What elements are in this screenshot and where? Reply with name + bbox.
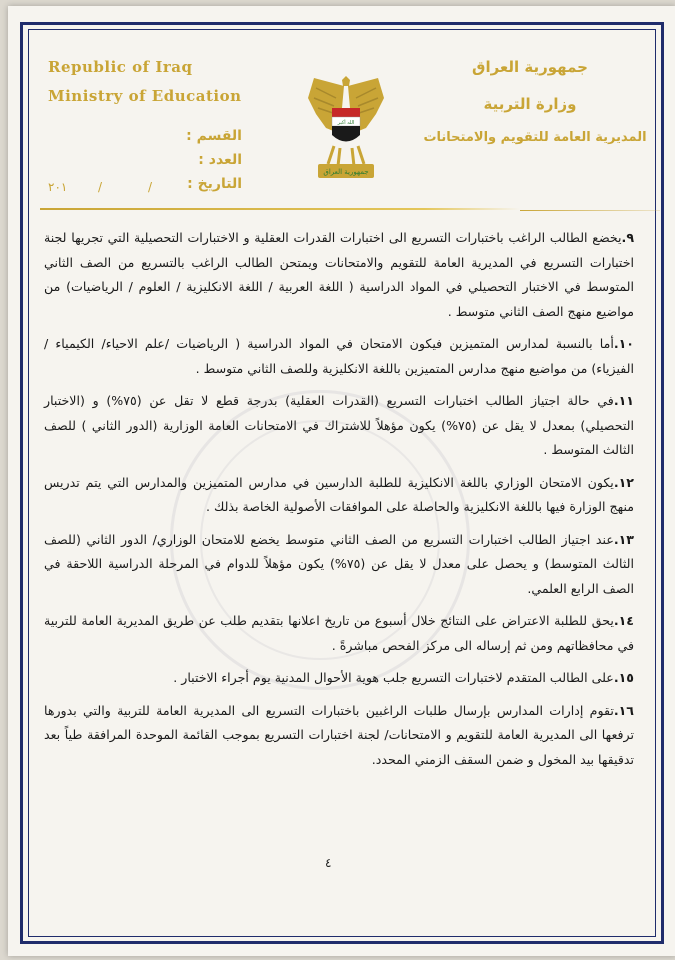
arabic-header-republic: جمهورية العراق [472, 58, 588, 76]
date-separator-2: / [98, 180, 103, 194]
arabic-header-ministry: وزارة التربية [483, 95, 577, 113]
paragraph-10: ١٠.أما بالنسبة لمدارس المتميزين فيكون الامتحان في المواد الدراسية ( الرياضيات /علم الاحياء/ الكيمياء / الفيزياء) من مواضيع منهج مدارس المتميزين باللغة الانكليزية وللصف الثاني متوسط . [44, 336, 634, 376]
paragraph-9: ٩.يخضع الطالب الراغب باختبارات التسريع الى اختبارات القدرات العقلية و الاختبارات التحصيلية التي تجريها لجنة اختبارات التسريع في المديرية العامة للتقويم والامتحانات ويمتحن الطالب الراغب بالتسريع من الصف الثاني المتوسط في الاختبار التحصيلي في المواد الدراسية ( اللغة العربية / اللغة الانكليزية / العلوم / الرياضيات) من مواضيع منهج الصف الثاني متوسط . [44, 230, 634, 319]
date-separator-1: / [148, 180, 153, 194]
paragraph-15: ١٥.على الطالب المتقدم لاختبارات التسريع جلب هوية الأحوال المدنية يوم أجراء الاختبار . [173, 670, 634, 685]
paragraph-11: ١١.في حالة اجتياز الطالب اختبارات التسريع (القدرات العقلية) بدرجة قطع لا تقل عن (٧٥%) و (الاختبار التحصيلي) بمعدل لا يقل عن (٧٥%) يكون مؤهلاً للاشتراك في الامتحانات العامة الوزارية (الدور الثاني ) للصف الثالث المتوسط . [44, 393, 634, 457]
paragraph-14: ١٤.يحق للطلبة الاعتراض على النتائج خلال أسبوع من تاريخ اعلانها بتقديم طلب عن طريق المديرية العامة للتربية في محافظاتهم ومن ثم إرساله الى مركز الفحص مباشرةً . [44, 613, 634, 653]
meta-section-label: القسم : [186, 128, 242, 144]
header-divider-right [520, 210, 660, 211]
emblem-banner-text: جمهورية العراق [323, 168, 369, 176]
document-body [44, 226, 634, 780]
date-year: ٢٠١ [48, 180, 68, 194]
meta-number-label: العدد : [198, 152, 242, 168]
paragraph-12: ١٢.يكون الامتحان الوزاري باللغة الانكليزية للطلبة الدارسين في مدارس المتميزين والمدارس التي يتم تدريس منهج الوزارة فيها باللغة الانكليزية والحاصلة على الموافقات الأصولية الخاصة بذلك . [44, 474, 634, 514]
page-number: ٤ [325, 856, 332, 870]
english-header-line-2: Ministry of Education [48, 87, 242, 105]
arabic-header-directorate: المديرية العامة للتقويم والامتحانات [423, 130, 647, 145]
paragraph-13: ١٣.عند اجتياز الطالب اختبارات التسريع من الصف الثاني متوسط يخضع للامتحان الوزاري/ الدور الثاني (للصف الثالث المتوسط) و يحصل على معدل لا يقل عن (٧٥%) يكون مؤهلاً للدوام في المرحلة الدراسية اللاحقة في الصف الرابع العلمي. [44, 531, 634, 596]
meta-date-label: التاريخ : [187, 176, 242, 192]
svg-text:الله أكبر: الله أكبر [337, 120, 355, 126]
paragraph-16: ١٦.تقوم إدارات المدارس بإرسال طلبات الراغبين باختبارات التسريع الى المديرية العامة للتربية والتي بدورها ترفعها الى المديرية العامة للتقويم و الامتحانات/ لجنة اختبارات التسريع بموجب القائمة الموحدة المرافقة طياً بعد تدقيقها بيد المخول و ضمن السقف الزمني المحدد. [44, 702, 634, 767]
english-header-line-1: Republic of Iraq [48, 58, 193, 76]
header-divider [40, 208, 520, 210]
